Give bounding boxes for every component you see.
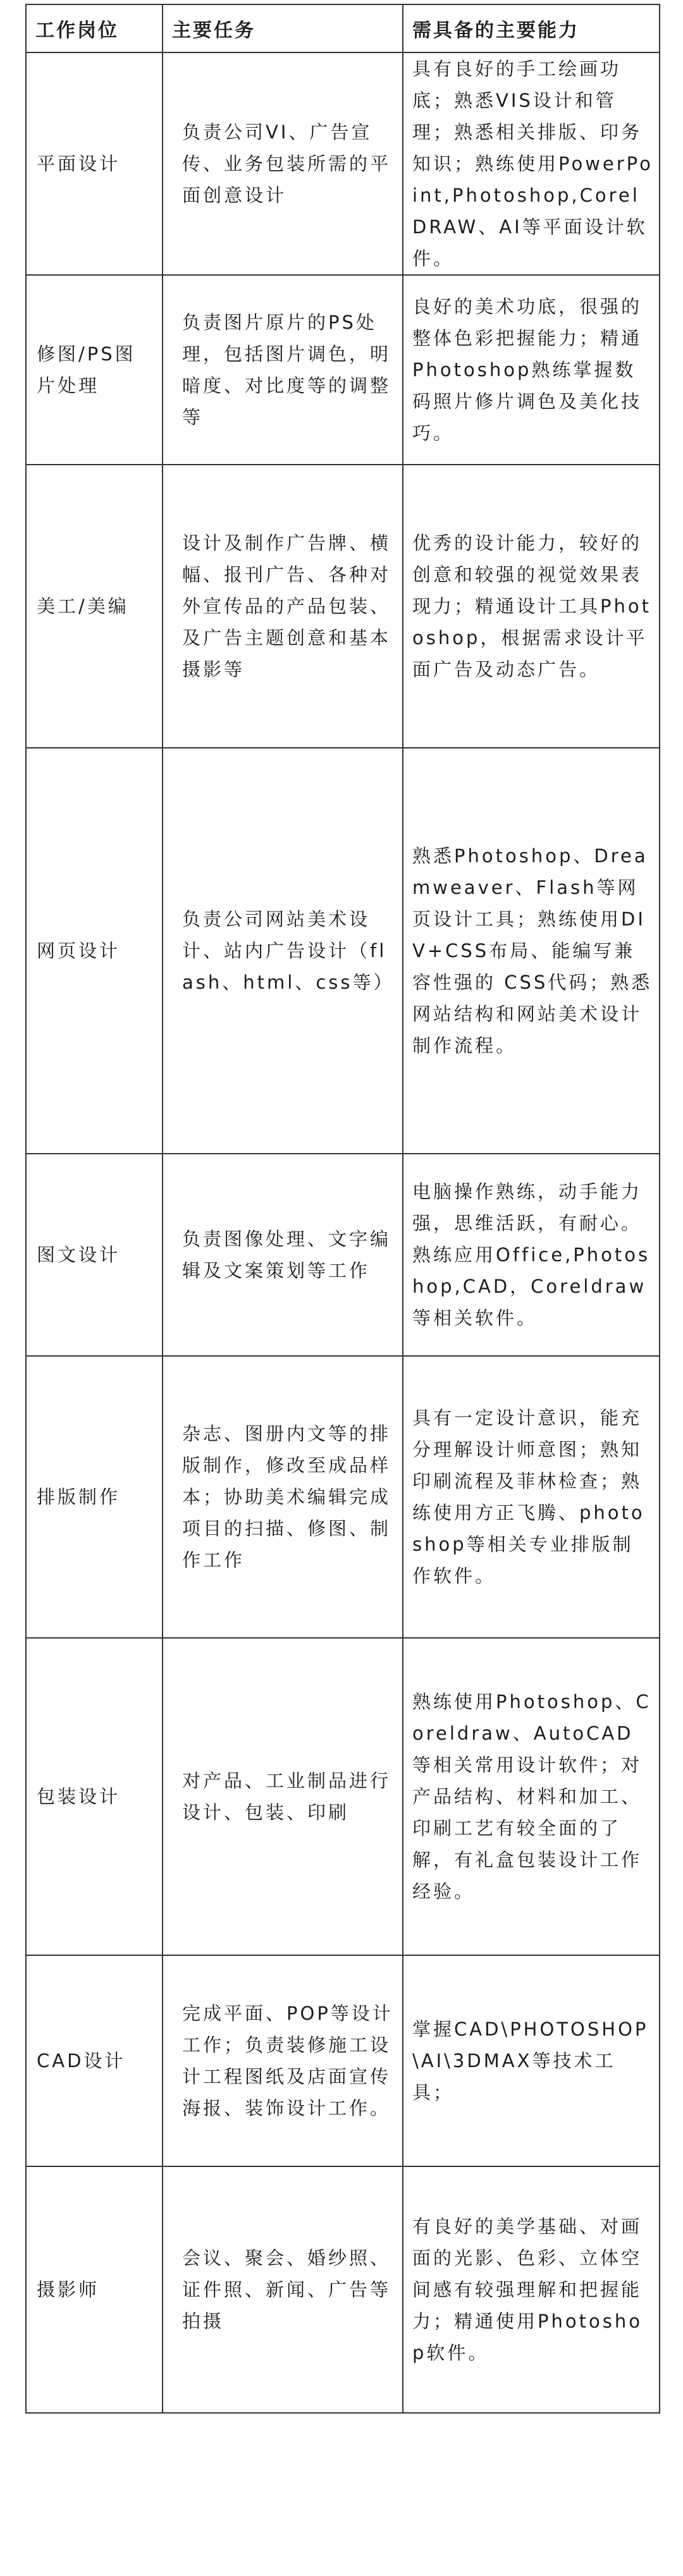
header-position: 工作岗位 <box>26 4 163 52</box>
table-row <box>26 52 660 275</box>
table-row <box>26 1638 660 1955</box>
cell-skills: 具有一定设计意识，能充分理解设计师意图；熟知印刷流程及菲林检查；熟练使用方正飞腾、photoshop等相关专业排版制作软件。 <box>403 1356 660 1638</box>
cell-tasks: 设计及制作广告牌、横幅、报刊广告、各种对外宣传品的产品包装、及广告主题创意和基本摄影等 <box>163 465 403 748</box>
cell-position: 平面设计 <box>26 52 163 275</box>
cell-skills: 电脑操作熟练，动手能力强，思维活跃，有耐心。熟练应用Office,Photoshop,CAD，Coreldraw等相关软件。 <box>403 1154 660 1356</box>
cell-position: 排版制作 <box>26 1356 163 1638</box>
cell-tasks: 负责图片原片的PS处理，包括图片调色，明暗度、对比度等的调整等 <box>163 275 403 465</box>
cell-tasks: 完成平面、POP等设计工作；负责装修施工设计工程图纸及店面宣传海报、装饰设计工作。 <box>163 1955 403 2166</box>
cell-position: 修图/PS图片处理 <box>26 275 163 465</box>
cell-tasks: 负责公司VI、广告宣传、业务包装所需的平面创意设计 <box>163 52 403 275</box>
cell-skills: 具有良好的手工绘画功底；熟悉VIS设计和管理；熟悉相关排版、印务知识；熟练使用PowerPoint,Photoshop,CorelDRAW、AI等平面设计软件。 <box>403 52 660 275</box>
cell-tasks: 负责图像处理、文字编辑及文案策划等工作 <box>163 1154 403 1356</box>
cell-skills: 熟练使用Photoshop、Coreldraw、AutoCAD等相关常用设计软件；对产品结构、材料和加工、印刷工艺有较全面的了解，有礼盒包装设计工作经验。 <box>403 1638 660 1955</box>
table-row <box>26 748 660 1154</box>
table-row <box>26 1955 660 2166</box>
table-row <box>26 1154 660 1356</box>
cell-skills: 优秀的设计能力，较好的创意和较强的视觉效果表现力；精通设计工具Photoshop，根据需求设计平面广告及动态广告。 <box>403 465 660 748</box>
cell-position: 美工/美编 <box>26 465 163 748</box>
cell-position: 包装设计 <box>26 1638 163 1955</box>
table-row <box>26 275 660 465</box>
table-row <box>26 465 660 748</box>
cell-skills: 有良好的美学基础、对画面的光影、色彩、立体空间感有较强理解和把握能力；精通使用Photoshop软件。 <box>403 2166 660 2413</box>
header-tasks: 主要任务 <box>163 4 403 52</box>
cell-skills: 良好的美术功底，很强的整体色彩把握能力；精通Photoshop熟练掌握数码照片修片调色及美化技巧。 <box>403 275 660 465</box>
cell-position: 摄影师 <box>26 2166 163 2413</box>
cell-tasks: 对产品、工业制品进行设计、包装、印刷 <box>163 1638 403 1955</box>
header-skills: 需具备的主要能力 <box>403 4 660 52</box>
table-row <box>26 2166 660 2413</box>
cell-position: 网页设计 <box>26 748 163 1154</box>
job-skills-table <box>25 4 660 2414</box>
cell-tasks: 负责公司网站美术设计、站内广告设计（flash、html、css等） <box>163 748 403 1154</box>
cell-skills: 掌握CAD\PHOTOSHOP\AI\3DMAX等技术工具； <box>403 1955 660 2166</box>
cell-skills: 熟悉Photoshop、Dreamweaver、Flash等网页设计工具；熟练使用DIV+CSS布局、能编写兼容性强的 CSS代码；熟悉网站结构和网站美术设计制作流程。 <box>403 748 660 1154</box>
cell-tasks: 杂志、图册内文等的排版制作，修改至成品样本；协助美术编辑完成项目的扫描、修图、制作工作 <box>163 1356 403 1638</box>
table-row <box>26 1356 660 1638</box>
cell-position: 图文设计 <box>26 1154 163 1356</box>
cell-position: CAD设计 <box>26 1955 163 2166</box>
header-row <box>26 4 660 52</box>
cell-tasks: 会议、聚会、婚纱照、证件照、新闻、广告等拍摄 <box>163 2166 403 2413</box>
